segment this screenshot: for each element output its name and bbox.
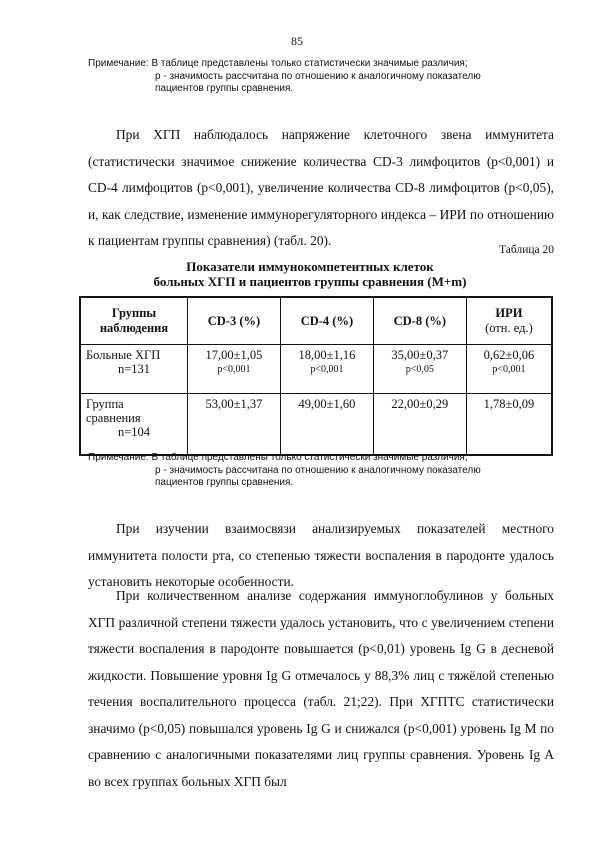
table-title-line2: больных ХГП и пациентов группы сравнения (М+m): [153, 274, 467, 289]
cd3-cell: [188, 394, 281, 456]
header-cd3: CD-3 (%): [188, 297, 281, 345]
header-group: Группы наблюдения: [80, 297, 188, 345]
table-row: [80, 394, 552, 456]
note-text-line1: В таблице представлены только статистически значимые различия;: [151, 452, 468, 463]
cd8-value: 35,00±0,37: [391, 348, 449, 362]
immunocompetent-cells-table: [79, 296, 553, 456]
page-number: 85: [291, 34, 303, 48]
header-iri: [466, 297, 552, 345]
cd3-value: 53,00±1,37: [205, 397, 263, 411]
cd4-cell: [280, 394, 373, 456]
table-note-top: [88, 58, 558, 96]
cd3-value: 17,00±1,05: [205, 348, 263, 362]
paragraph-immunoglobulins: При количественном анализе содержания иммуноглобулинов у больных ХГП различной степени тяжести удалось установить, что с увеличением степени тяжести воспаления в пародонте повышается (p<0,01) уровень Ig G в десневой жидкости. Повышение уровня Ig G отмечалось у 88,3% лиц с тяжёлой степенью течения воспалительного процесса (табл. 21;22). При ХГПТС статистически значимо (p<0,05) повышался уровень Ig G и снижался (p<0,001) уровень Ig M по сравнению с аналогичными показателями лиц группы сравнения. Уровень Ig A во всех группах больных ХГП был: [88, 588, 554, 789]
table-row: [80, 345, 552, 394]
group-count: n=104: [117, 425, 151, 439]
cd8-value: 22,00±0,29: [391, 397, 449, 411]
cd8-cell: [373, 394, 466, 456]
note-label: Примечание:: [88, 58, 149, 69]
cd4-cell: [280, 345, 373, 394]
table-caption: Таблица 20: [499, 244, 554, 256]
iri-p-value: p<0,001: [492, 364, 526, 375]
note-text-line3: пациентов группы сравнения.: [155, 477, 294, 488]
note-text-line3: пациентов группы сравнения.: [155, 83, 294, 94]
group-name-cont: сравнения: [86, 411, 141, 425]
table-title: [60, 259, 560, 289]
note-text-line2: р - значимость рассчитана по отношению к аналогичному показателю: [155, 464, 481, 476]
iri-value: 1,78±0,09: [483, 397, 535, 411]
table-note-bottom: [88, 452, 558, 490]
cd3-cell: [188, 345, 281, 394]
cd3-p-value: p<0,001: [217, 364, 251, 375]
cd4-p-value: p<0,001: [310, 364, 344, 375]
group-name: Группа: [86, 397, 124, 411]
cd4-value: 49,00±1,60: [298, 397, 356, 411]
iri-value: 0,62±0,06: [483, 348, 535, 362]
group-name: Больные ХГП: [86, 348, 161, 362]
cd8-p-value: p<0,05: [405, 364, 434, 375]
group-cell: [80, 345, 188, 394]
paragraph-cellular-immunity: При ХГП наблюдалось напряжение клеточного звена иммунитета (статистически значимое снижение количества CD-3 лимфоцитов (p<0,001) и CD-4 лимфоцитов (p<0,001), увеличение количества CD-8 лимфоцитов (p<0,05), и, как следствие, изменение иммунорегуляторного индекса – ИРИ по отношению к пациентам группы сравнения) (табл. 20).: [88, 127, 554, 248]
paragraph-local-immunity: При изучении взаимосвязи анализируемых показателей местного иммунитета полости рта, со степенью тяжести воспаления в пародонте удалось установить некоторые особенности.: [88, 521, 554, 589]
iri-cell: [466, 394, 552, 456]
header-cd4: CD-4 (%): [280, 297, 373, 345]
cd4-value: 18,00±1,16: [298, 348, 356, 362]
note-label: Примечание:: [88, 452, 149, 463]
note-text-line2: р - значимость рассчитана по отношению к аналогичному показателю: [155, 70, 481, 82]
group-count: n=131: [117, 362, 151, 376]
note-text-line1: В таблице представлены только статистически значимые различия;: [151, 58, 468, 69]
header-cd8: CD-8 (%): [373, 297, 466, 345]
header-iri-unit: (отн. ед.): [485, 321, 533, 335]
table-title-line1: Показатели иммунокомпетентных клеток: [186, 259, 434, 274]
table-header-row: [80, 297, 552, 345]
header-iri-label: ИРИ: [495, 306, 523, 320]
cd8-cell: [373, 345, 466, 394]
iri-cell: [466, 345, 552, 394]
group-cell: [80, 394, 188, 456]
